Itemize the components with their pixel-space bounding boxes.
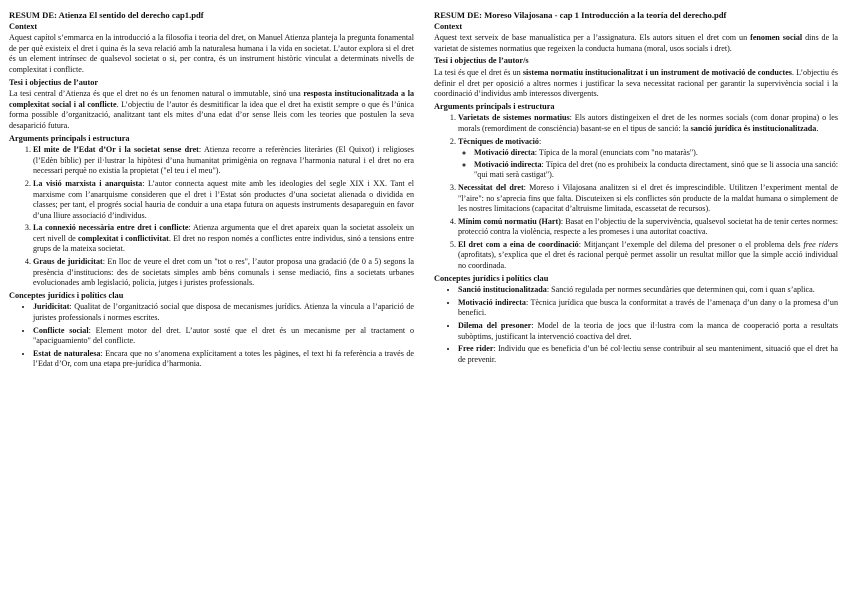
context-paragraph: Aquest capítol s’emmarca en la introducció a la filosofia i teoria del dret, on Manuel Atienza planteja la pregunta fonamental de per què existeix el dret i quina és la seva relació amb la naturalesa humana i la vida en societat. L’autor explora si el dret és un element intrínsec de qualsevol societat o si, per contra, és un instrument històric vinculat a determinats nivells de complexitat i conflicte.	[9, 33, 414, 74]
list-item: 4. Mínim comú normatiu (Hart): Basat en l’objectiu de la supervivència, qualsevol societat ha de tenir certes normes: protecció contra la violència, respecte a les promeses i una autoritat coactiva.	[458, 217, 838, 238]
summary-moreso-vilajosana	[434, 10, 838, 367]
sub-list	[458, 148, 838, 181]
summary-title: RESUM DE: Atienza El sentido del derecho cap1.pdf	[9, 10, 204, 20]
concepts-list	[434, 285, 838, 365]
summary-title: RESUM DE: Moreso Vilajosana - cap 1 Introducción a la teoría del derecho.pdf	[434, 10, 727, 20]
list-item: 2. La visió marxista i anarquista: L’autor connecta aquest mite amb les ideologies del segle XIX i XX. Tant el marxisme com l’anarquisme consideren que el dret i l’Estat són productes d’una societat alienada o dividida en classes; per tant, el progrés social hauria de conduir a una etapa futura on aquests instruments desapareguin en favor d’una lliure associació d’individus.	[33, 179, 414, 221]
list-item: • Estat de naturalesa: Encara que no s’anomena explícitament a totes les pàgines, el text hi fa referència a través de l’Edat d’Or, com una etapa pre-jurídica d’harmonia.	[33, 349, 414, 370]
arguments-heading: Arguments principals i estructura	[9, 133, 130, 143]
concepts-list	[9, 302, 414, 370]
context-paragraph: Aquest text serveix de base manualística per a l’assignatura. Els autors situen el dret com un fenomen social dins de la varietat de sistemes normatius que regeixen la conducta humana (moral, usos socials i dret).	[434, 33, 839, 53]
list-item: 5. El dret com a eina de coordinació: Mitjançant l’exemple del dilema del presoner o el problema dels free riders (aprofitats), s’explica que el dret és racional perquè permet assolir un resultat millor que la simple acció individual no coordinada.	[458, 240, 838, 272]
thesis-heading: Tesi i objectius de l’autor/s	[434, 56, 529, 66]
sub-list-item: ◦ Motivació directa: Típica de la moral (enunciats com "no mataràs").	[474, 148, 838, 159]
context-heading: Context	[434, 21, 463, 31]
list-item: 4. Graus de juridicitat: En lloc de veure el dret com un "tot o res", l’autor proposa una gradació (de 0 a 5) segons la presència d’institucions: des de societats simples amb béns comunals i sense mediació, fins a societats urbanes evolucionades amb legislació, policia, jutges i juristes professionals.	[33, 257, 414, 289]
concepts-heading: Conceptes jurídics i polítics clau	[434, 273, 549, 283]
list-item: 2. Tècniques de motivació: ◦ Motivació directa: Típica de la moral (enunciats com "no mataràs"). ◦ Motivació indirecta: Típica del dret (no es prohibeix la conducta directament, sinó que se li associa una sanció: "qui mati serà castigat").	[458, 137, 838, 181]
list-item: • Sanció institucionalitzada: Sanció regulada per normes secundàries que determinen qui, com i quan s’aplica.	[458, 285, 838, 296]
list-item: 1. El mite de l’Edat d’Or i la societat sense dret: Atienza recorre a referències literàries (El Quixot) i religioses (l’Edèn bíblic) per il·lustrar la hipòtesi d’una humanitat primigènia on regnava l’harmonia natural i el dret no era necessari perquè no existia la propietat ("el teu i el meu").	[33, 145, 414, 177]
list-item: • Conflicte social: Element motor del dret. L’autor sosté que el dret és un mecanisme per al tractament o "apaciguamiento" del conflicte.	[33, 326, 414, 347]
arguments-heading: Arguments principals i estructura	[434, 101, 555, 111]
thesis-paragraph: La tesi central d’Atienza és que el dret no és un fenomen natural o immutable, sinó una resposta institucionalitzada a la complexitat social i al conflicte. L’objectiu de l’autor és desmitificar la idea que el dret ha existit sempre o que és l’única forma possible d’organització, analitzant tant els mites d’una edat d’or sense lleis com les teories que postulen la seva desaparició futura.	[9, 89, 414, 130]
sub-list-item: ◦ Motivació indirecta: Típica del dret (no es prohibeix la conducta directament, sinó que se li associa una sanció: "qui mati serà castigat").	[474, 160, 838, 181]
list-item: • Dilema del presoner: Model de la teoria de jocs que il·lustra com la manca de cooperació porta a resultats subòptims, justificant la intervenció coactiva del dret.	[458, 321, 838, 342]
thesis-paragraph: La tesi és que el dret és un sistema normatiu institucionalitzat i un instrument de motivació de conductes. L’objectiu és definir el dret per oposició a altres normes i justificar la seva necessitat racional per garantir la supervivència social i la coordinació d’individus amb interessos divergents.	[434, 67, 839, 99]
list-item: • Free rider: Individu que es beneficia d’un bé col·lectiu sense contribuir al seu manteniment, situació que el dret ha de prevenir.	[458, 344, 838, 365]
list-item: • Motivació indirecta: Tècnica jurídica que busca la conformitat a través de l’amenaça d’un dany o la promesa d’un benefici.	[458, 298, 838, 319]
arguments-list	[9, 145, 414, 289]
list-item: • Juridicitat: Qualitat de l’organització social que disposa de mecanismes jurídics. Atienza la vincula a l’aparició de juristes professionals i normes escrites.	[33, 302, 414, 323]
concepts-heading: Conceptes jurídics i polítics clau	[9, 290, 124, 300]
thesis-heading: Tesi i objectius de l’autor	[9, 77, 99, 87]
summary-atienza	[9, 10, 414, 372]
list-item: 1. Varietats de sistemes normatius: Els autors distingeixen el dret de les normes socials (com donar propina) o les morals (remordiment de consciència) basant-se en el tipus de sanció: la sanció jurídica és institucionalitzada.	[458, 113, 838, 134]
list-item: 3. La connexió necessària entre dret i conflicte: Atienza argumenta que el dret apareix quan la societat assoleix un cert nivell de complexitat i conflictivitat. El dret no respon només a conflictes entre individus, sinó a tensions entre grups de la mateixa societat.	[33, 223, 414, 255]
context-heading: Context	[9, 21, 38, 31]
arguments-list	[434, 113, 838, 271]
list-item: 3. Necessitat del dret: Moreso i Vilajosana analitzen si el dret és imprescindible. Utilitzen l’experiment mental de "l’aire": no s’aprecia fins que falta. Discuteixen si els conflictes són producte de la maldat humana o simplement de les nostres limitacions (capacitat d’altruisme limitada, escassetat de recursos).	[458, 183, 838, 215]
